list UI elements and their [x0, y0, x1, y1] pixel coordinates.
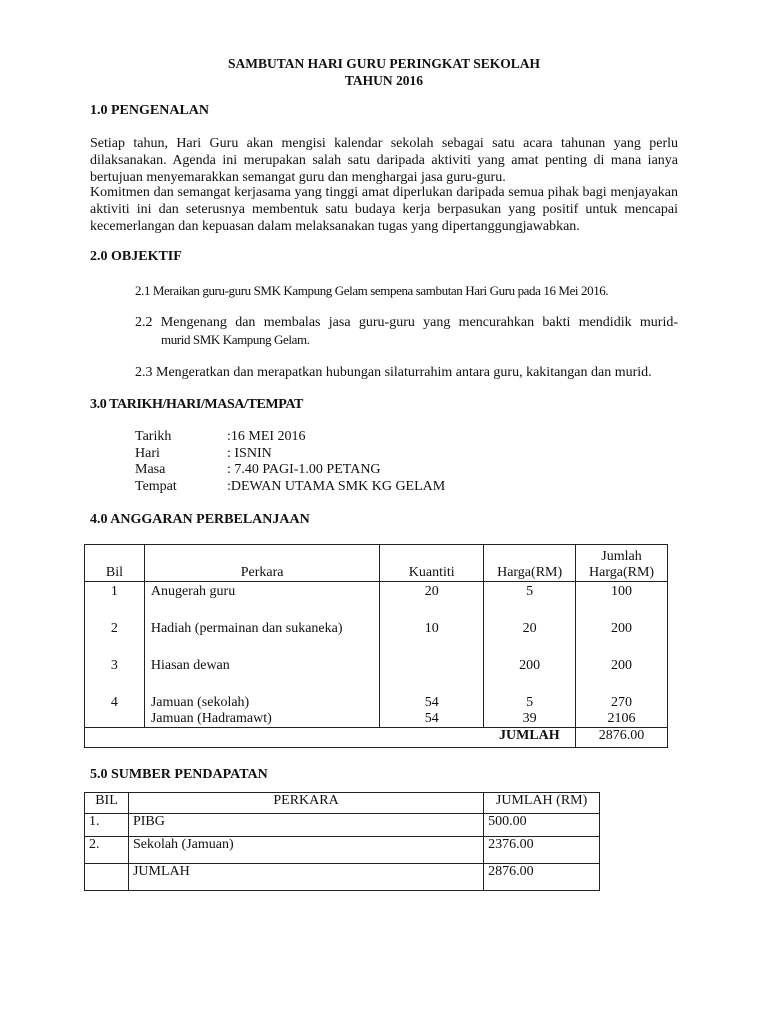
- cell-bil: [85, 864, 129, 891]
- header-perkara: Perkara: [144, 545, 379, 582]
- objective-2-1: 2.1 Meraikan guru-guru SMK Kampung Gelam sempena sambutan Hari Guru pada 16 Mei 2016.: [135, 283, 609, 298]
- info-label: Tempat: [135, 479, 177, 494]
- title-line-2: TAHUN 2016: [344, 73, 424, 88]
- heading-pengenalan: 1.0 PENGENALAN: [90, 103, 210, 118]
- cell-jumlah: 200: [611, 621, 633, 636]
- cell-jumlah: 100: [611, 584, 633, 599]
- expense-table: [84, 544, 668, 748]
- cell-kuantiti: 54: [424, 711, 439, 726]
- header-bil: Bil: [85, 545, 145, 582]
- cell-kuantiti: 54: [424, 695, 439, 710]
- table-row: [85, 582, 668, 728]
- income-total-row: [85, 864, 600, 891]
- info-label: Hari: [135, 446, 160, 461]
- expense-total-value: 2876.00: [576, 728, 668, 748]
- cell-perkara: Sekolah (Jamuan): [128, 837, 483, 864]
- header-perkara: PERKARA: [128, 793, 483, 814]
- header-harga: Harga(RM): [484, 545, 576, 582]
- info-value: : 7.40 PAGI-1.00 PETANG: [227, 462, 381, 477]
- table-row: [85, 837, 600, 864]
- col-harga: [484, 582, 576, 728]
- cell-bil: 1: [110, 584, 118, 599]
- cell-harga: 5: [526, 584, 534, 599]
- cell-perkara: Anugerah guru: [150, 584, 236, 599]
- col-perkara: [144, 582, 379, 728]
- info-value: :16 MEI 2016: [227, 429, 306, 444]
- cell-bil: 2.: [85, 837, 129, 864]
- objective-2-2: 2.2 Mengenang dan membalas jasa guru-guru yang mencurahkan bakti mendidik murid-: [135, 315, 678, 330]
- info-label: Masa: [135, 462, 166, 477]
- paragraph-pengenalan-2: Komitmen dan semangat kerjasama yang tinggi amat diperlukan daripada semua pihak bagi menjayakan aktiviti ini dan seterusnya membentuk satu budaya kerja berpasukan yang positif untuk mencapai kecemerlangan dan kepuasan dalam melaksanakan tugas yang dipertanggungjawabkan.: [90, 185, 678, 234]
- cell-jumlah: 2376.00: [484, 837, 600, 864]
- cell-bil: 2: [110, 621, 118, 636]
- cell-perkara: Hadiah (permainan dan sukaneka): [150, 621, 343, 636]
- header-jumlah-harga: [576, 545, 668, 582]
- expense-table-header: [85, 545, 668, 582]
- cell-jumlah: 500.00: [484, 814, 600, 837]
- paragraph-pengenalan-1: Setiap tahun, Hari Guru akan mengisi kalendar sekolah sebagai satu acara tahunan yang perlu dilaksanakan. Agenda ini merupakan salah satu daripada aktiviti yang amat penting di mana ianya bertujuan menyemarakkan semangat guru dan menghargai jasa guru-guru.: [90, 136, 678, 185]
- income-table: [84, 792, 600, 891]
- expense-total-row: [85, 728, 668, 748]
- header-jumlah: JUMLAH (RM): [484, 793, 600, 814]
- objective-2-2-cont: murid SMK Kampung Gelam.: [161, 332, 310, 347]
- cell-bil: 4: [110, 695, 118, 710]
- cell-perkara: Hiasan dewan: [150, 658, 230, 673]
- cell-kuantiti: 10: [424, 621, 439, 636]
- info-label: Tarikh: [135, 429, 172, 444]
- cell-jumlah: 270: [611, 695, 633, 710]
- cell-harga: 200: [519, 658, 541, 673]
- info-value: :DEWAN UTAMA SMK KG GELAM: [227, 479, 446, 494]
- heading-tarikh: 3.0 TARIKH/HARI/MASA/TEMPAT: [90, 397, 303, 412]
- income-table-header: [85, 793, 600, 814]
- col-kuantiti: [380, 582, 484, 728]
- cell-jumlah: 2106: [607, 711, 636, 726]
- header-jumlah-line-1: Jumlah: [601, 549, 642, 564]
- objective-2-3: 2.3 Mengeratkan dan merapatkan hubungan silaturrahim antara guru, kakitangan dan murid.: [135, 365, 652, 380]
- info-value: : ISNIN: [227, 446, 272, 461]
- cell-harga: 20: [522, 621, 537, 636]
- income-total-value: 2876.00: [484, 864, 600, 891]
- heading-objektif: 2.0 OBJEKTIF: [90, 249, 182, 264]
- table-row: [85, 814, 600, 837]
- col-bil: [85, 582, 145, 728]
- cell-harga: 39: [522, 711, 537, 726]
- heading-sumber: 5.0 SUMBER PENDAPATAN: [90, 767, 268, 782]
- cell-perkara: Jamuan (Hadramawt): [150, 711, 272, 726]
- cell-perkara: Jamuan (sekolah): [150, 695, 250, 710]
- heading-anggaran: 4.0 ANGGARAN PERBELANJAAN: [90, 512, 310, 527]
- income-total-label: JUMLAH: [128, 864, 483, 891]
- header-bil: BIL: [85, 793, 129, 814]
- document-title: [0, 55, 768, 89]
- expense-total-label: JUMLAH: [484, 728, 576, 748]
- cell-jumlah: 200: [611, 658, 633, 673]
- header-jumlah-line-2: Harga(RM): [589, 565, 655, 580]
- cell-kuantiti: [380, 658, 483, 674]
- header-kuantiti: Kuantiti: [380, 545, 484, 582]
- cell-harga: 5: [526, 695, 534, 710]
- cell-perkara: PIBG: [128, 814, 483, 837]
- title-line-1: SAMBUTAN HARI GURU PERINGKAT SEKOLAH: [227, 56, 541, 71]
- cell-kuantiti: 20: [424, 584, 439, 599]
- col-jumlah: [576, 582, 668, 728]
- cell-bil: 3: [110, 658, 118, 673]
- cell-bil: 1.: [85, 814, 129, 837]
